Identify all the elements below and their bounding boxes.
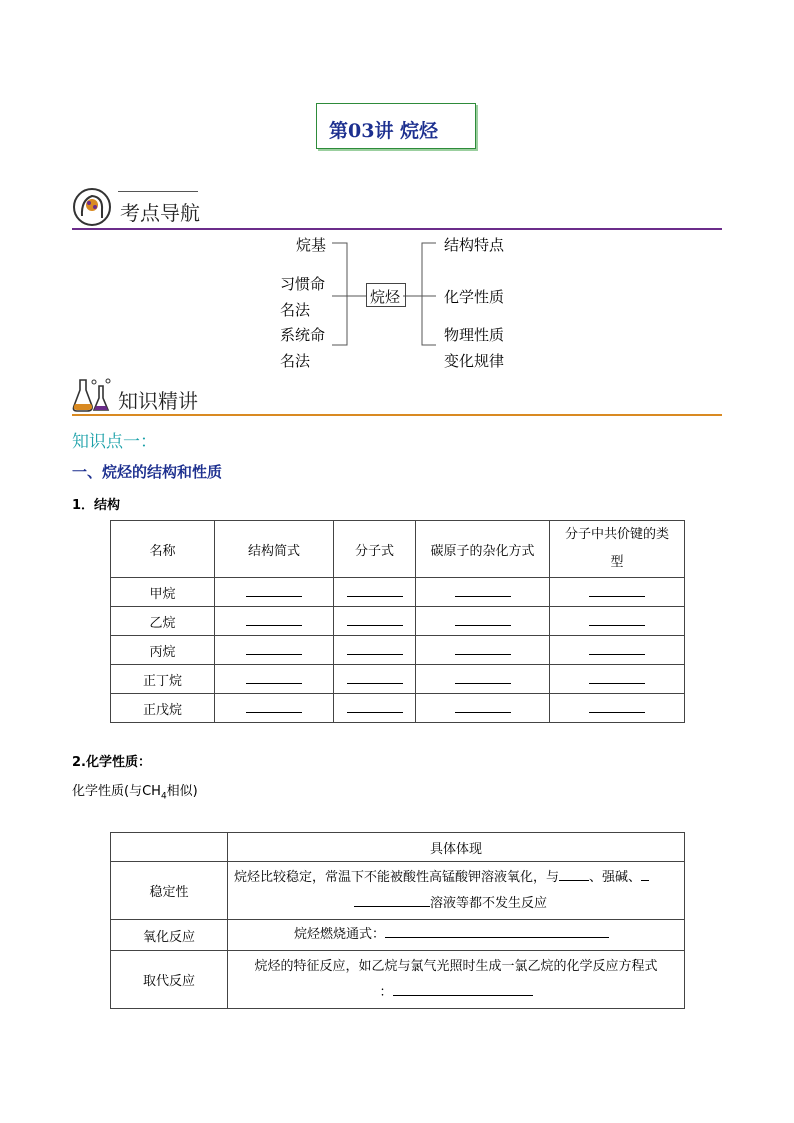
property-label: 氧化反应 — [111, 920, 228, 951]
answer-blank[interactable] — [334, 636, 416, 665]
header-line: 型 — [610, 555, 624, 570]
table-header-cell: 名称 — [111, 521, 215, 578]
answer-blank[interactable] — [550, 607, 685, 636]
answer-blank[interactable] — [416, 665, 550, 694]
answer-blank[interactable] — [215, 578, 334, 607]
compound-name: 正丁烷 — [111, 665, 215, 694]
table-header-cell — [550, 521, 685, 578]
oxidation-description — [228, 920, 685, 951]
answer-blank[interactable] — [354, 892, 430, 907]
header-line: 分子中共价键的类 — [564, 527, 669, 542]
mindmap-center-label: 烷烃 — [370, 288, 401, 306]
answer-blank[interactable] — [334, 694, 416, 723]
header-accent-line — [118, 191, 198, 192]
table-header-row — [111, 833, 685, 862]
mindmap-left-item: 系统命 — [280, 326, 326, 344]
answer-blank[interactable] — [559, 866, 589, 881]
page-title: 第03讲 烷烃 — [329, 120, 439, 142]
answer-blank[interactable] — [550, 578, 685, 607]
answer-blank[interactable] — [385, 923, 609, 938]
substitution-description — [228, 951, 685, 1009]
answer-blank[interactable] — [215, 636, 334, 665]
mindmap-right-item: 化学性质 — [444, 288, 505, 306]
answer-blank[interactable] — [334, 607, 416, 636]
answer-blank[interactable] — [393, 981, 533, 996]
table-header-cell: 分子式 — [334, 521, 416, 578]
answer-blank[interactable] — [550, 636, 685, 665]
table-header-cell-empty — [111, 833, 228, 862]
answer-blank[interactable] — [334, 665, 416, 694]
substitution-text: 烷烃的特征反应，如乙烷与氯气光照时生成一氯乙烷的化学反应方程式 — [254, 958, 658, 974]
answer-blank[interactable] — [215, 607, 334, 636]
mindmap-right-item: 物理性质 — [444, 326, 505, 344]
chem-note-suffix: 相似) — [166, 784, 198, 799]
mindmap-left-item: 烷基 — [296, 236, 327, 254]
brain-head-icon — [72, 186, 112, 228]
compound-name: 丙烷 — [111, 636, 215, 665]
table-header-row — [111, 521, 685, 578]
table-header-cell: 结构简式 — [215, 521, 334, 578]
answer-blank[interactable] — [215, 694, 334, 723]
stability-text: 溶液等都不发生反应 — [430, 895, 548, 911]
table-header-cell: 具体体现 — [228, 833, 685, 862]
heading-structure-properties: 一、烷烃的结构和性质 — [72, 463, 223, 481]
knowledge-point-title: 知识点一： — [72, 432, 157, 452]
answer-blank[interactable] — [215, 665, 334, 694]
table-row — [111, 694, 685, 723]
heading-structure: 1．结构 — [72, 498, 121, 513]
mindmap-left-item: 习惯命 — [280, 275, 326, 293]
section-heading-knowledge: 知识精讲 — [118, 389, 198, 413]
compound-name: 乙烷 — [111, 607, 215, 636]
table-row — [111, 951, 685, 1009]
chem-note-prefix: 化学性质(与CH — [72, 784, 161, 799]
mindmap-right-item: 变化规律 — [444, 352, 505, 370]
answer-blank[interactable] — [641, 866, 649, 881]
structure-table — [110, 520, 685, 723]
answer-blank[interactable] — [334, 578, 416, 607]
table-row — [111, 665, 685, 694]
compound-name: 甲烷 — [111, 578, 215, 607]
chem-note-subscript: 4 — [160, 791, 167, 802]
table-row — [111, 862, 685, 920]
section-heading-guide: 考点导航 — [120, 201, 200, 225]
oxidation-text: 烷烃燃烧通式： — [294, 927, 386, 942]
section-divider-purple — [72, 228, 722, 230]
answer-blank[interactable] — [416, 578, 550, 607]
chem-note — [72, 780, 198, 802]
answer-blank[interactable] — [416, 694, 550, 723]
lab-flask-icon — [72, 376, 114, 414]
substitution-text: ： — [379, 984, 393, 1000]
mindmap-right-item: 结构特点 — [444, 236, 505, 254]
answer-blank[interactable] — [550, 665, 685, 694]
heading-chemical-properties: 2.化学性质： — [72, 755, 151, 770]
table-row — [111, 578, 685, 607]
answer-blank[interactable] — [550, 694, 685, 723]
table-header-cell: 碳原子的杂化方式 — [416, 521, 550, 578]
section-divider-orange — [72, 414, 722, 416]
compound-name: 正戊烷 — [111, 694, 215, 723]
stability-text: 、强碱、 — [589, 869, 642, 885]
mindmap-left-item: 名法 — [280, 301, 311, 319]
property-label: 稳定性 — [111, 862, 228, 920]
chemical-properties-table — [110, 832, 685, 1009]
answer-blank[interactable] — [416, 636, 550, 665]
mindmap-left-item: 名法 — [280, 352, 311, 370]
stability-description — [228, 862, 685, 920]
table-row — [111, 920, 685, 951]
stability-text: 烷烃比较稳定，常温下不能被酸性高锰酸钾溶液氧化，与 — [234, 869, 560, 885]
table-row — [111, 636, 685, 665]
answer-blank[interactable] — [416, 607, 550, 636]
property-label: 取代反应 — [111, 951, 228, 1009]
table-row — [111, 607, 685, 636]
